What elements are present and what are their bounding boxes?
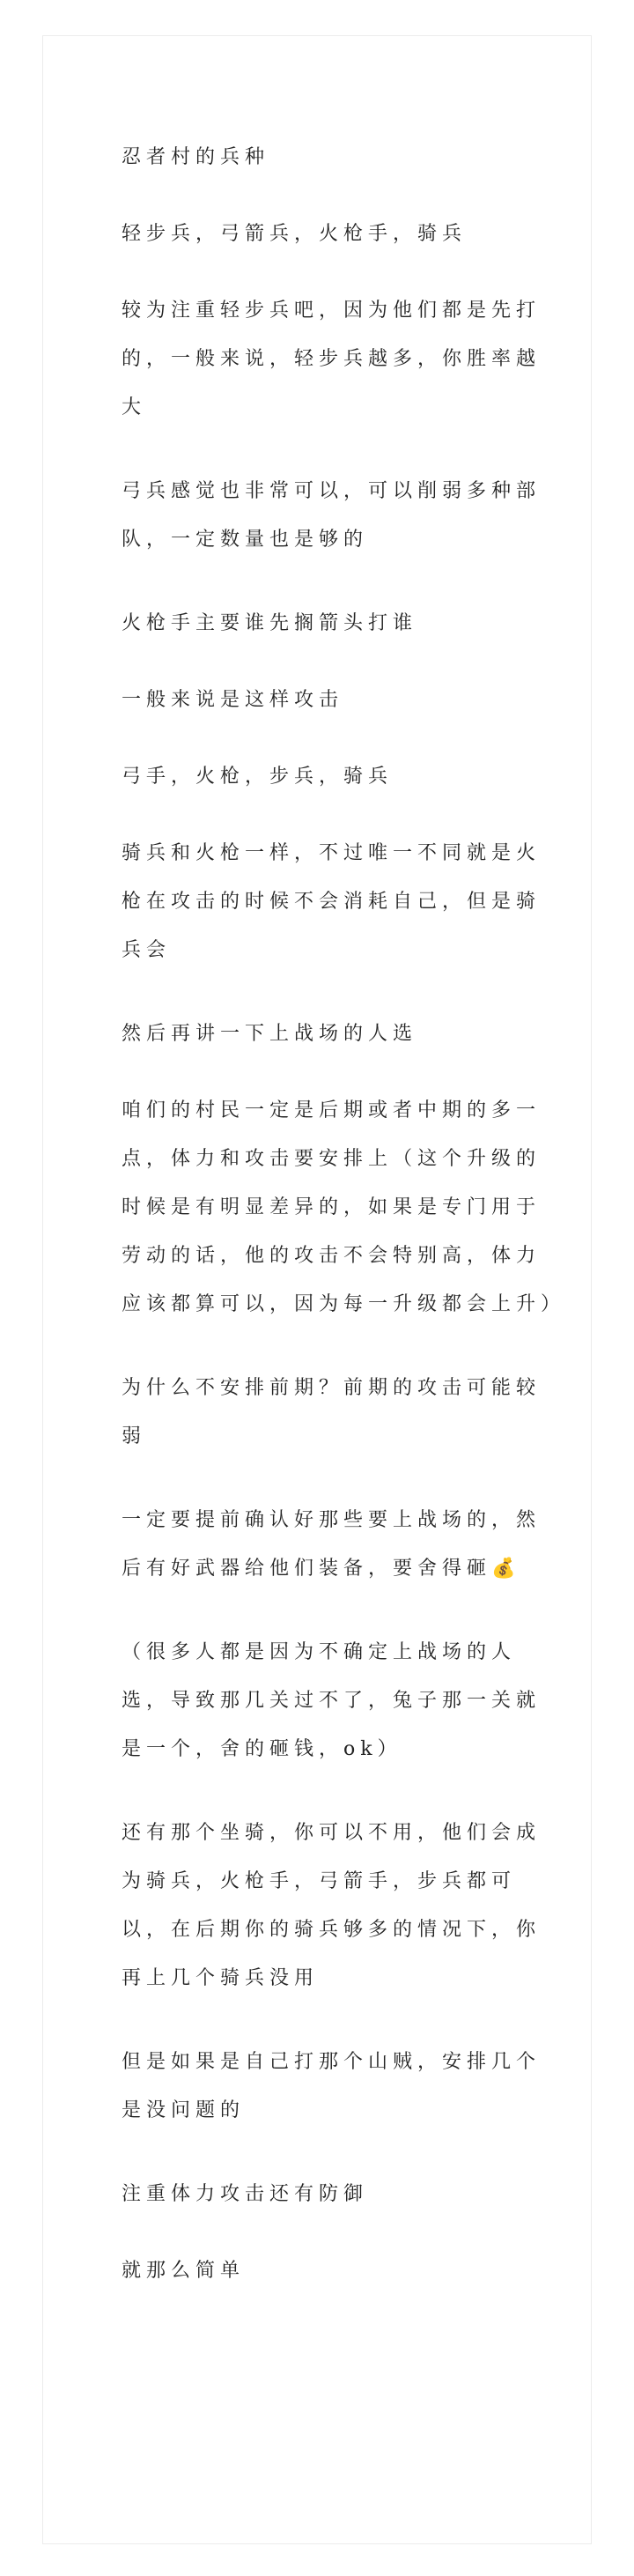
paragraph-mounts: 还有那个坐骑，你可以不用，他们会成为骑兵，火枪手，弓箭手，步兵都可以，在后期你的骑兵够多的情况下，你再上几个骑兵没用 [122,1822,542,1989]
paragraph-archers: 弓兵感觉也非常可以，可以削弱多种部队，一定数量也是够的 [122,480,542,551]
paragraph-bandits: 但是如果是自己打那个山贼，安排几个是没问题的 [122,2051,542,2121]
paragraph-troop-list: 轻步兵，弓箭兵，火枪手，骑兵 [122,223,468,245]
paragraph-focus: 注重体力攻击还有防御 [122,2183,369,2205]
paragraph-musketeers: 火枪手主要谁先搁箭头打谁 [122,612,418,634]
article-body [122,133,566,2323]
paragraph-light-infantry: 较为注重轻步兵吧，因为他们都是先打的，一般来说，轻步兵越多，你胜率越大 [122,300,542,418]
section-title-candidates: 然后再讲一下上战场的人选 [122,1023,418,1045]
paragraph-attack-order: 弓手，火枪，步兵，骑兵 [122,766,394,788]
paragraph-attack-intro: 一般来说是这样攻击 [122,689,344,711]
paragraph-early-stage: 为什么不安排前期？前期的攻击可能较弱 [122,1377,542,1447]
paragraph-cavalry: 骑兵和火枪一样，不过唯一不同就是火枪在攻击的时候不会消耗自己，但是骑兵会 [122,842,542,961]
article-card [42,35,592,2544]
paragraph-villagers: 咱们的村民一定是后期或者中期的多一点，体力和攻击要安排上（这个升级的时候是有明显差异的，如果是专门用于劳动的话，他的攻击不会特别高，体力应该都算可以，因为每一升级都会上升） [122,1099,566,1315]
paragraph-note: （很多人都是因为不确定上战场的人选，导致那几关过不了，兔子那一关就是一个，舍的砸钱，ok） [122,1641,542,1760]
paragraph-weapons: 一定要提前确认好那些要上战场的，然后有好武器给他们装备，要舍得砸💰 [122,1509,542,1580]
paragraph-conclusion: 就那么简单 [122,2260,246,2282]
section-title-troops: 忍者村的兵种 [122,146,270,168]
